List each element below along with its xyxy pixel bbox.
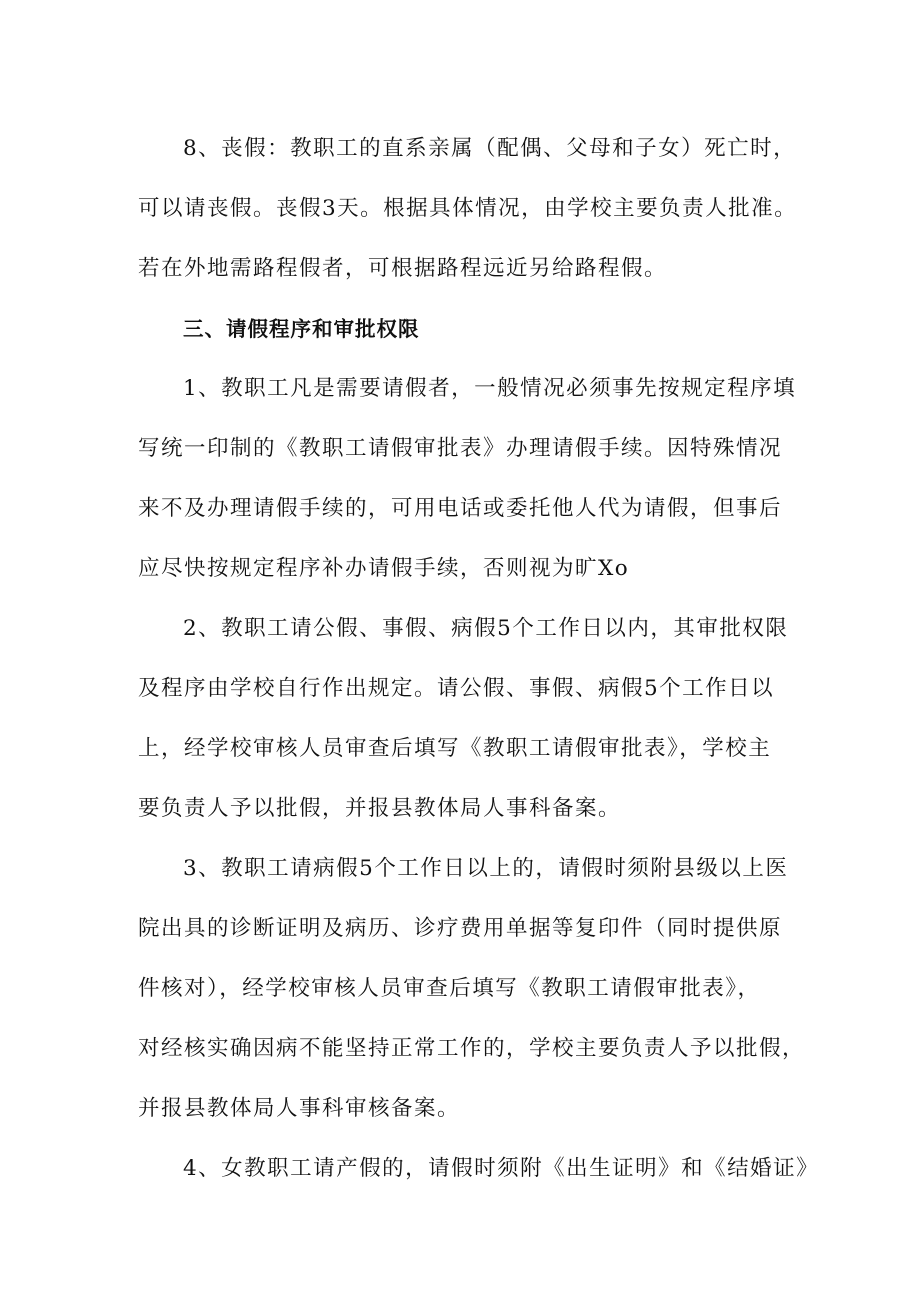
text-line: 对经核实确因病不能坚持正常工作的，学校主要负责人予以批假， bbox=[138, 1036, 806, 1061]
text-line: 要负责人予以批假，并报县教体局人事科备案。 bbox=[138, 796, 622, 821]
text-line: 并报县教体局人事科审核备案。 bbox=[138, 1096, 461, 1121]
text-line: 上，经学校审核人员审查后填写《教职工请假审批表》，学校主 bbox=[138, 736, 772, 761]
text-line: 2、教职工请公假、事假、病假5个工作日以内，其审批权限 bbox=[183, 616, 789, 641]
text-line: 8、丧假：教职工的直系亲属（配偶、父母和子女）死亡时， bbox=[183, 136, 797, 161]
text-line: 可以请丧假。丧假3天。根据具体情况，由学校主要负责人批准。 bbox=[138, 196, 798, 221]
text-line: 若在外地需路程假者，可根据路程远近另给路程假。 bbox=[138, 256, 668, 281]
section-heading: 三、请假程序和审批权限 bbox=[183, 317, 420, 341]
text-line: 写统一印制的《教职工请假审批表》办理请假手续。因特殊情况 bbox=[138, 436, 783, 461]
text-line: 件核对），经学校审核人员审查后填写《教职工请假审批表》， bbox=[138, 976, 761, 1001]
text-line: 及程序由学校自行作出规定。请公假、事假、病假5个工作日以 bbox=[138, 676, 775, 701]
text-line: 来不及办理请假手续的，可用电话或委托他人代为请假，但事后 bbox=[138, 496, 783, 521]
text-line: 4、女教职工请产假的，请假时须附《出生证明》和《结婚证》 bbox=[183, 1156, 820, 1181]
text-line: 1、教职工凡是需要请假者，一般情况必须事先按规定程序填 bbox=[183, 376, 797, 401]
text-line: 院出具的诊断证明及病历、诊疗费用单据等复印件（同时提供原 bbox=[138, 916, 783, 941]
text-line: 应尽快按规定程序补办请假手续，否则视为旷Xo bbox=[138, 556, 630, 581]
text-line: 3、教职工请病假5个工作日以上的，请假时须附县级以上医 bbox=[183, 856, 789, 881]
